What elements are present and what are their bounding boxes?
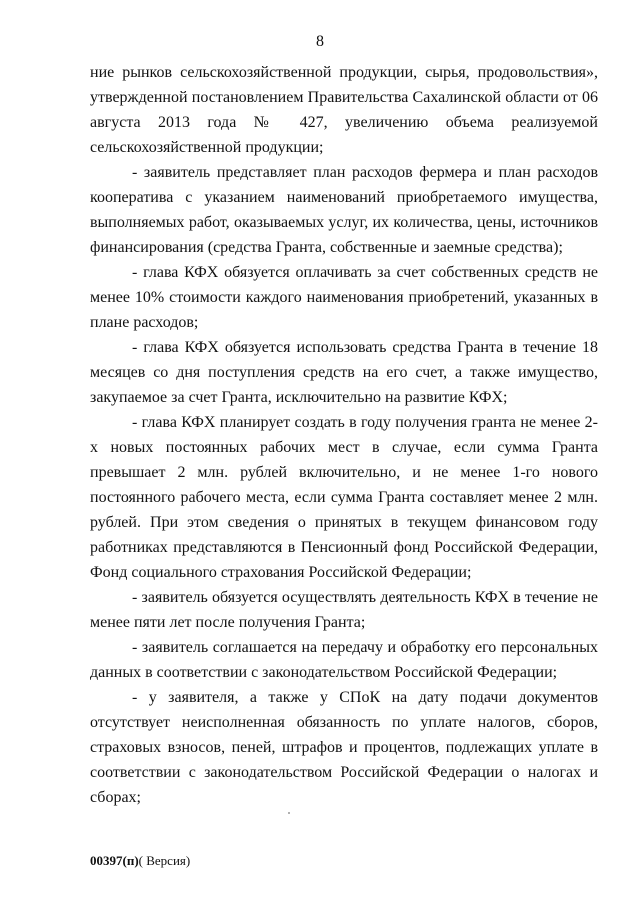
paragraph-activity-term: - заявитель обязуется осуществлять деятельность КФХ в течение не менее пяти лет после получения Гранта;	[90, 589, 598, 631]
paragraph-personal-data: - заявитель соглашается на передачу и обработку его персональных данных в соответствии с законодательством Российской Федерации;	[90, 639, 598, 681]
paragraph-expense-plan: - заявитель представляет план расходов фермера и план расходов кооператива с указанием наименований приобретаемого имущества, выполняемых работ, оказываемых услуг, их количества, цены, источников финансирования (средства Гранта, собственные и заемные средства);	[90, 164, 598, 256]
document-code: 00397(п)	[90, 853, 139, 868]
paragraph-new-jobs: - глава КФХ планирует создать в году получения гранта не менее 2-х новых постоянных рабочих мест в случае, если сумма Гранта превышает 2 млн. рублей включительно, и не менее 1-го нового постоянного рабочего места, если сумма Гранта составляет менее 2 млн. рублей. При этом сведения о принятых в текущем финансовом году работниках представляются в Пенсионный фонд Российской Федерации, Фонд социального страхования Российской Федерации;	[90, 414, 598, 581]
document-footer	[90, 853, 190, 869]
page-number: 8	[316, 33, 324, 50]
document-body	[90, 60, 598, 810]
paragraph-own-funds: - глава КФХ обязуется оплачивать за счет собственных средств не менее 10% стоимости каждого наименования приобретений, указанных в плане расходов;	[90, 264, 598, 331]
document-version: ( Версия)	[138, 853, 191, 868]
paragraph-continuation: ние рынков сельскохозяйственной продукции, сырья, продовольствия», утвержденной постановлением Правительства Сахалинской области от 06 августа 2013 года № 427, увеличению объема реализуемой сельскохозяйственной продукции;	[90, 64, 598, 156]
paragraph-grant-usage: - глава КФХ обязуется использовать средства Гранта в течение 18 месяцев со дня поступления средств на его счет, а также имущество, закупаемое за счет Гранта, исключительно на развитие КФХ;	[90, 339, 598, 406]
paragraph-no-tax-debt: - у заявителя, а также у СПоК на дату подачи документов отсутствует неисполненная обязанность по уплате налогов, сборов, страховых взносов, пеней, штрафов и процентов, подлежащих уплате в соответствии с законодательством Российской Федерации о налогах и сборах;	[90, 689, 598, 806]
scan-speck	[288, 812, 290, 814]
